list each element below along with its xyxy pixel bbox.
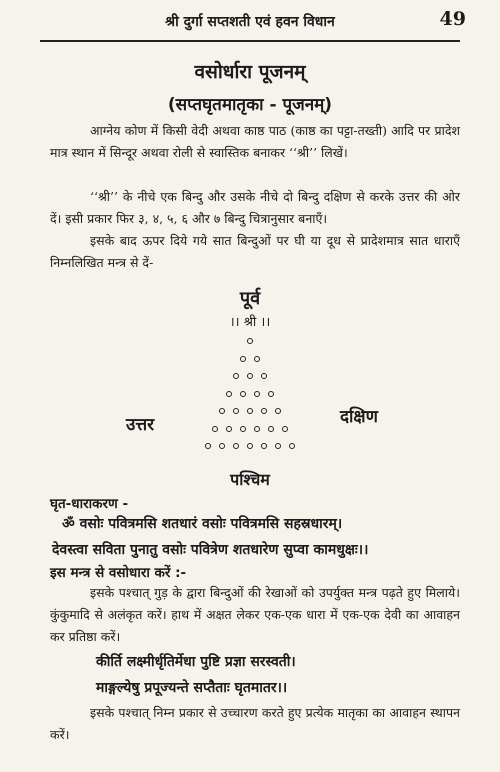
bindu-dot [247, 373, 253, 379]
direction-south-label: दक्षिण [340, 407, 378, 427]
direction-north-label: उत्तर [126, 415, 155, 435]
bindu-dot [219, 408, 225, 414]
direction-west-label: पश्चिम [230, 470, 270, 489]
mantra-line-1: ॐ वसोः पवित्रमसि शतधारं वसोः पवित्रमसि सहस्रधारम्। [62, 516, 343, 532]
running-title: श्री दुर्गा सप्तशती एवं हवन विधान [165, 14, 335, 30]
bindu-dot [205, 443, 211, 449]
bindu-dot [240, 426, 246, 432]
ghrita-heading: घृत-धाराकरण - [50, 496, 129, 512]
bindu-dot [268, 426, 274, 432]
section-title: वसोर्धारा पूजनम् [194, 61, 306, 83]
bindu-dot [275, 443, 281, 449]
bindu-dot [240, 391, 246, 397]
bindu-dot [254, 356, 260, 362]
mantra-instruction-heading: इस मन्त्र से वसोधारा करें :- [50, 565, 187, 581]
paragraph-1: आग्नेय कोण में किसी वेदी अथवा काष्ठ पाठ (काष्ठ का पट्टा-तख्ती) आदि पर प्रादेश मात्र स्थान में सिन्दूर अथवा रोली से स्वास्तिक बनाकर ‘‘श्री’’ लिखें। [50, 123, 460, 160]
mantra-line-4: माङ्गल्येषु प्रपूज्यन्ते सप्तैताः घृतमातर।। [96, 680, 288, 696]
bindu-dot [254, 426, 260, 432]
bindu-dot [268, 391, 274, 397]
page-header [0, 0, 500, 40]
bindu-dot [254, 391, 260, 397]
bindu-dot [240, 356, 246, 362]
bindu-dot [226, 426, 232, 432]
bindu-dot [226, 391, 232, 397]
paragraph-4: इसके पश्चात् गुड़ के द्वारा बिन्दुओं की रेखाओं को उपर्युक्त मन्त्र पढ़ते हुए मिलाये। कुंकुमादि से अलंकृत करें। हाथ में अक्षत लेकर एक-एक धारा में एक-एक देवी का आवाहन कर प्रतिष्ठा करें। [50, 585, 460, 644]
bindu-dot [233, 408, 239, 414]
direction-east-label: पूर्व [239, 288, 261, 309]
bindu-dot [289, 443, 295, 449]
bindu-dot [261, 408, 267, 414]
bindu-dot [247, 408, 253, 414]
bindu-dot [282, 426, 288, 432]
paragraph-5: इसके पश्चात् निम्न प्रकार से उच्चारण करते हुए प्रत्येक मातृका का आवाहन स्थापन करें। [50, 705, 460, 742]
bindu-dot [275, 408, 281, 414]
shri-mark: ।। श्री ।। [229, 315, 271, 330]
paragraph-3: इसके बाद ऊपर दिये गये सात बिन्दुओं पर घी या दूध से प्रादेशमात्र सात धाराएँ निम्नलिखित मन्त्र से दें- [50, 233, 460, 270]
paragraph-2: ‘‘श्री’’ के नीचे एक बिन्दु और उसके नीचे दो बिन्दु दक्षिण से करके उत्तर की ओर दें। इसी प्रकार फिर ३, ४, ५, ६ और ७ बिन्दु चित्रानुसार बनाएँ। [50, 189, 460, 226]
section-subtitle: (सप्तघृतमातृका - पूजनम्) [167, 95, 333, 115]
bindu-dot [233, 443, 239, 449]
mantra-line-3: कीर्ति लक्ष्मीर्धृतिर्मेधा पुष्टि प्रज्ञा सरस्वती। [96, 654, 296, 670]
bindu-dot [212, 426, 218, 432]
bindu-dot [219, 443, 225, 449]
bindu-dot [233, 373, 239, 379]
mantra-line-2: देवस्त्वा सविता पुनातु वसोः पवित्रेण शतधारेण सुप्वा कामधुक्षः।। [52, 542, 369, 558]
bindu-dot [247, 443, 253, 449]
bindu-dot [261, 443, 267, 449]
bindu-dot [261, 373, 267, 379]
page-number: 49 [439, 8, 466, 30]
bindu-dot [247, 338, 253, 344]
header-rule [40, 40, 460, 42]
